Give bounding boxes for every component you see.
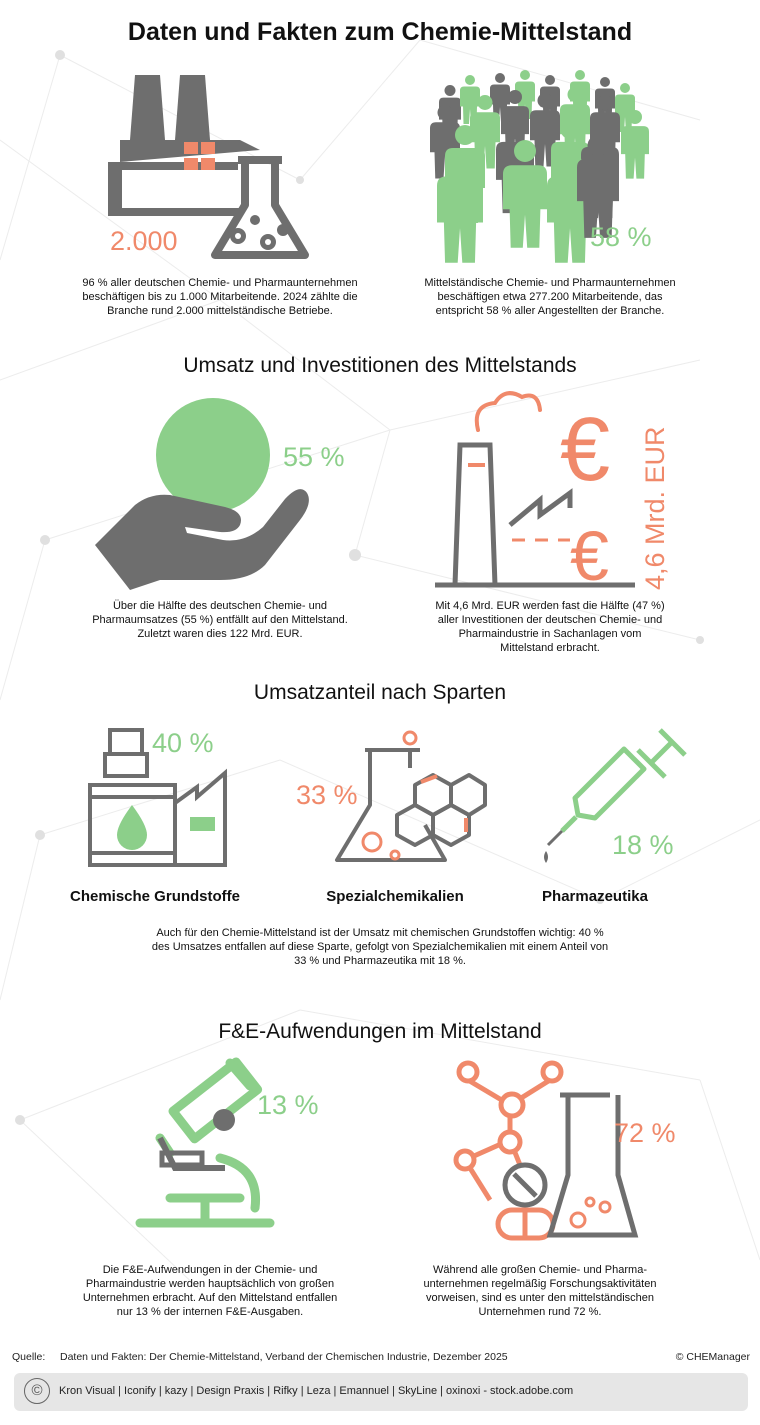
- label-spezialchemikalien: Spezialchemikalien: [326, 888, 464, 905]
- section-title-sparten: Umsatzanteil nach Sparten: [253, 681, 507, 704]
- stat-grundstoffe: 40 %: [152, 728, 214, 758]
- text-block-1-right: Mittelständische Chemie- und Pharmaunternehmen beschäftigen etwa 277.200 Mitarbeitende, das entspricht 58 % aller Angestellten der Branche.: [424, 277, 676, 317]
- section-title-fue: F&E-Aufwendungen im Mittelstand: [218, 1020, 542, 1043]
- hand-coin-icon: [95, 395, 315, 595]
- stat-mitarbeitende: 58 %: [590, 222, 652, 252]
- copyright-text: © CHEManager: [675, 1351, 750, 1363]
- source-label: Quelle:: [12, 1351, 46, 1363]
- stat-forschung: 72 %: [614, 1118, 676, 1148]
- chimney-euro-icon: [430, 385, 640, 595]
- text-block-2-right: Mit 4,6 Mrd. EUR werden fast die Hälfte (47 %) aller Investitionen der deutschen Chemie- und Pharmaindustrie in Sachanlagen vom Mittelstand erbracht.: [435, 600, 665, 654]
- page-title: Daten und Fakten zum Chemie-Mittelstand: [127, 18, 633, 46]
- section-title-umsatz: Umsatz und Investitionen des Mittelstands: [183, 354, 577, 377]
- copyright-icon: ©: [24, 1378, 50, 1404]
- stat-betriebe: 2.000: [110, 226, 178, 256]
- text-block-3: Auch für den Chemie-Mittelstand ist der Umsatz mit chemischen Grundstoffen wichtig: 40 % des Umsatzes entfallen auf diese Sparte, gefolgt von Spezialchemikalien mit einem Anteil von 33 % und Pharmazeutika mit 18 %.: [151, 927, 609, 967]
- stat-investitionen: 4,6 Mrd. EUR: [640, 426, 670, 590]
- stat-spezialchemikalien: 33 %: [296, 780, 358, 810]
- stat-umsatz: 55 %: [283, 442, 345, 472]
- text-block-2-left: Über die Hälfte des deutschen Chemie- und Pharmaumsatzes (55 %) entfällt auf den Mittelstand. Zuletzt waren dies 122 Mrd. EUR.: [92, 600, 348, 640]
- molecule-flask-icon: [450, 1060, 650, 1260]
- svg-text:€: €: [560, 400, 611, 500]
- text-block-1-left: 96 % aller deutschen Chemie- und Pharmaunternehmen beschäftigen bis zu 1.000 Mitarbeitende. 2024 zählte die Branche rund 2.000 mittelständische Betriebe.: [82, 277, 358, 317]
- microscope-icon: [130, 1058, 280, 1238]
- text-block-4-right: Während alle großen Chemie- und Pharma- unternehmen regelmäßig Forschungsaktivitäten vorweisen, sind es unter den mittelständischen Unternehmen rund 72 %.: [423, 1264, 657, 1318]
- svg-text:€: €: [570, 517, 609, 595]
- stat-fue-ausgaben: 13 %: [257, 1090, 319, 1120]
- source-text: Daten und Fakten: Der Chemie-Mittelstand, Verband der Chemischen Industrie, Dezember 2025: [60, 1351, 508, 1363]
- label-pharmazeutika: Pharmazeutika: [542, 888, 648, 905]
- text-block-4-left: Die F&E-Aufwendungen in der Chemie- und Pharmaindustrie werden hauptsächlich von großen Unternehmen erbracht. Auf den Mittelstand entfallen nur 13 % der internen F&E-Ausgaben.: [82, 1264, 338, 1318]
- label-grundstoffe: Chemische Grundstoffe: [69, 888, 241, 905]
- image-credits: Kron Visual | Iconify | kazy | Design Praxis | Rifky | Leza | Emannuel | SkyLine | oxinoxi - stock.adobe.com: [59, 1385, 574, 1397]
- stat-pharmazeutika: 18 %: [612, 830, 674, 860]
- image-credits-bar: [14, 1373, 748, 1411]
